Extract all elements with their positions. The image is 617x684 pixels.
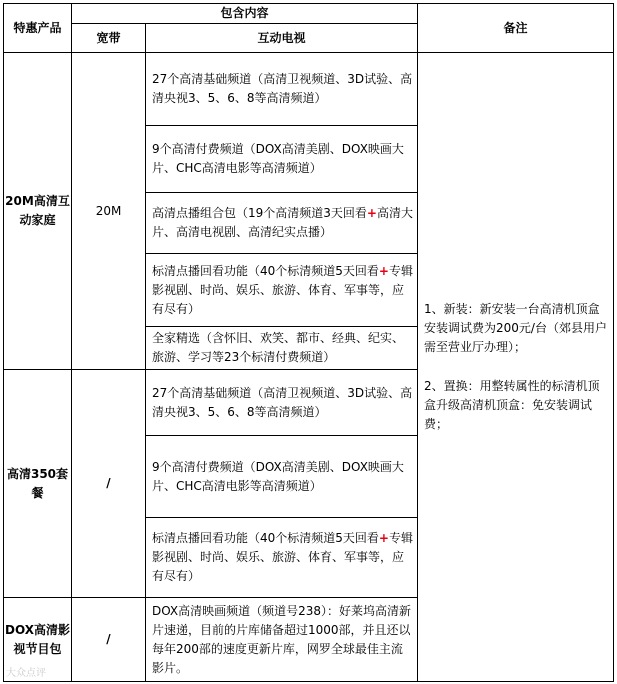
itv-item: 全家精选（含怀旧、欢笑、都市、经典、纪实、旅游、学习等23个标清付费频道） [146, 327, 418, 370]
header-broadband: 宽带 [72, 24, 146, 53]
note-upgrade: 2、置换：用整转属性的标清机顶盒升级高清机顶盒：免安装调试费； [424, 379, 600, 431]
itv-item: 标清点播回看功能（40个标清频道5天回看+专辑影视剧、时尚、娱乐、旅游、体育、军事等，应有尽有） [146, 518, 418, 598]
plus-sign: + [378, 263, 389, 278]
notes-cell [418, 53, 614, 682]
plus-sign: + [366, 206, 377, 220]
itv-item: DOX高清映画频道（频道号238）：好莱坞高清新片速递，目前的片库储备超过1000部，并且还以每年200部的速度更新片库，网罗全球最佳主流影片。 [146, 598, 418, 682]
package-name: DOX高清影视节目包 [4, 598, 72, 682]
package-name: 高清350套餐 [4, 370, 72, 598]
itv-item: 9个高清付费频道（DOX高清美剧、DOX映画大片、CHC高清电影等高清频道） [146, 126, 418, 193]
plus-sign: + [378, 531, 389, 545]
package-broadband: / [72, 370, 146, 598]
table-row [4, 53, 614, 126]
itv-item: 高清点播组合包（19个高清频道3天回看+高清大片、高清电视剧、高清纪实点播） [146, 193, 418, 254]
package-name: 20M高清互动家庭 [4, 53, 72, 370]
header-row-top [4, 4, 614, 24]
header-notes: 备注 [418, 4, 614, 53]
header-contents: 包含内容 [72, 4, 418, 24]
header-itv: 互动电视 [146, 24, 418, 53]
itv-item: 9个高清付费频道（DOX高清美剧、DOX映画大片、CHC高清电影等高清频道） [146, 436, 418, 518]
note-new-install: 1、新装：新安装一台高清机顶盒安装调试费为200元/台（郊县用户需至营业厅办理）； [424, 302, 607, 354]
header-product: 特惠产品 [4, 4, 72, 53]
itv-item: 27个高清基础频道（高清卫视频道、3D试验、高清央视3、5、6、8等高清频道） [146, 53, 418, 126]
package-table [3, 3, 614, 682]
package-broadband: / [72, 598, 146, 682]
package-broadband: 20M [72, 53, 146, 370]
itv-item: 27个高清基础频道（高清卫视频道、3D试验、高清央视3、5、6、8等高清频道） [146, 370, 418, 436]
watermark: 大众点评 [6, 668, 46, 679]
itv-item: 标清点播回看功能（40个标清频道5天回看+专辑影视剧、时尚、娱乐、旅游、体育、军事等，应有尽有） [146, 254, 418, 327]
